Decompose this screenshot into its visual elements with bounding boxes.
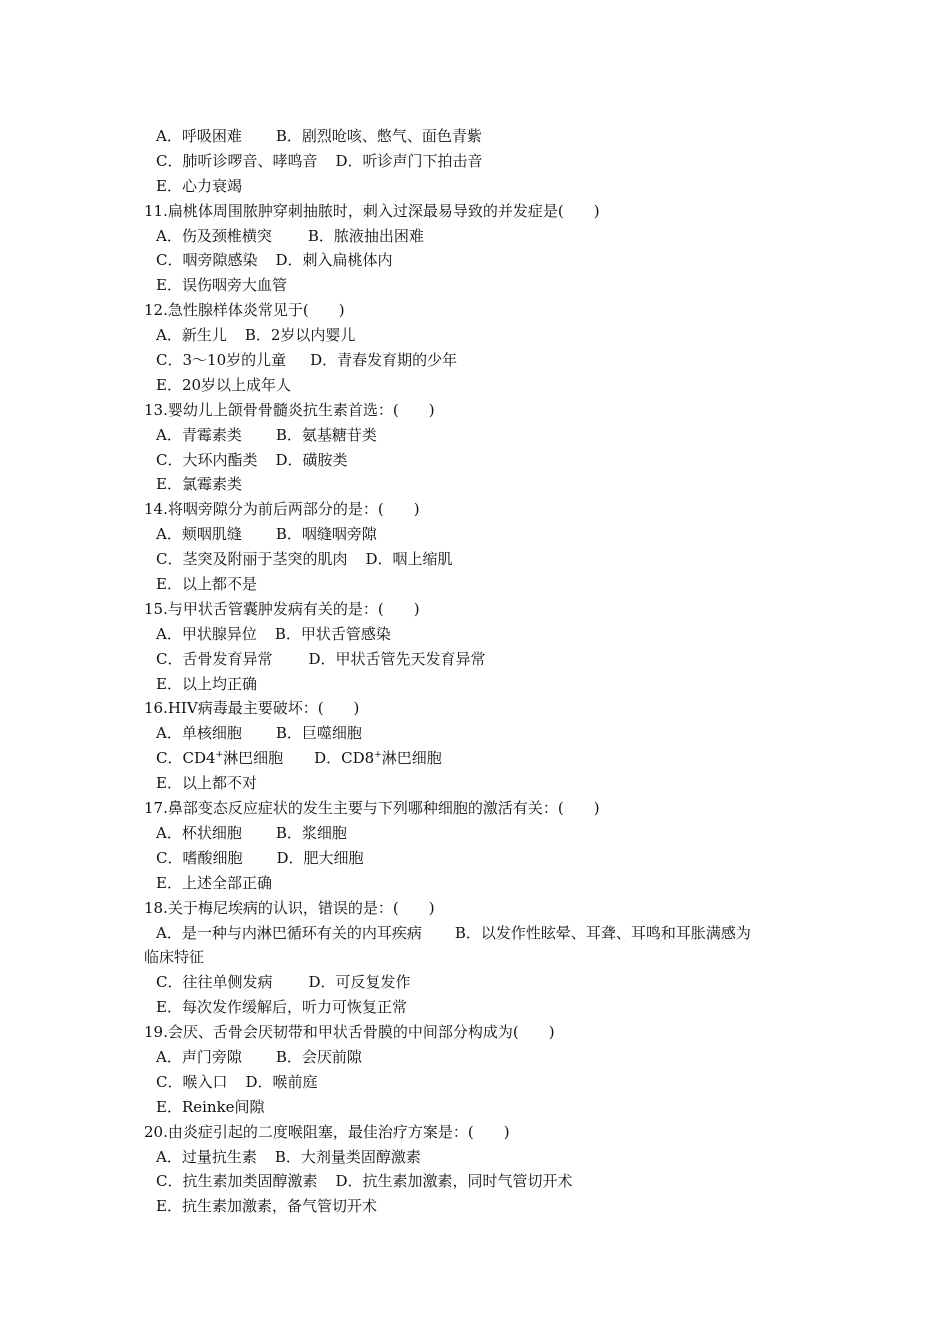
option-row bbox=[144, 1070, 814, 1095]
option-choice: A．声门旁隙 bbox=[156, 1047, 242, 1066]
option-row bbox=[144, 1145, 814, 1170]
option-choice: A．新生儿 bbox=[156, 326, 227, 345]
option-row bbox=[144, 572, 814, 597]
option-choice: E．误伤咽旁大血管 bbox=[156, 276, 287, 295]
option-row bbox=[144, 1045, 814, 1070]
question-list bbox=[144, 124, 814, 1219]
question-stem: 16.HIV病毒最主要破坏：( ) bbox=[144, 699, 360, 718]
option-choice: B．脓液抽出困难 bbox=[307, 226, 424, 245]
question-stem: 11.扁桃体周围脓肿穿刺抽脓时，刺入过深最易导致的并发症是( ) bbox=[144, 201, 600, 220]
superscript: + bbox=[215, 750, 224, 761]
option-choice: C．往往单侧发病 bbox=[156, 973, 273, 992]
option-row bbox=[144, 672, 814, 697]
option-row bbox=[144, 273, 814, 298]
option-choice: A．青霉素类 bbox=[156, 425, 242, 444]
option-choice: E．以上均正确 bbox=[156, 674, 257, 693]
option-choice: D．抗生素加激素，同时气管切开术 bbox=[335, 1172, 573, 1191]
question-stem: 20.由炎症引起的二度喉阻塞，最佳治疗方案是：( ) bbox=[144, 1122, 510, 1141]
option-text: 淋巴细胞 bbox=[381, 749, 442, 768]
option-choice: B．甲状舌管感染 bbox=[274, 624, 391, 643]
option-choice: B．剧烈呛咳、憋气、面色青紫 bbox=[275, 127, 482, 145]
question-stem: 17.鼻部变态反应症状的发生主要与下列哪种细胞的激活有关：( ) bbox=[144, 799, 600, 818]
question-stem: 14.将咽旁隙分为前后两部分的是：( ) bbox=[144, 500, 420, 519]
option-continuation: 临床特征 bbox=[144, 948, 205, 967]
option-choice: B．咽缝咽旁隙 bbox=[275, 525, 377, 544]
option-choice: A．甲状腺异位 bbox=[156, 624, 257, 643]
option-row bbox=[144, 647, 814, 672]
question-stem: 15.与甲状舌管囊肿发病有关的是：( ) bbox=[144, 599, 420, 618]
option-choice: E．上述全部正确 bbox=[156, 873, 272, 892]
option-row bbox=[144, 174, 814, 199]
option-row bbox=[144, 224, 814, 249]
option-row bbox=[144, 149, 814, 174]
option-choice: B．2岁以内婴儿 bbox=[244, 326, 356, 345]
option-row bbox=[144, 995, 814, 1020]
option-row bbox=[144, 522, 814, 547]
option-choice: E．20岁以上成年人 bbox=[156, 375, 292, 394]
option-choice: D．咽上缩肌 bbox=[365, 550, 453, 569]
option-choice: B．巨噬细胞 bbox=[275, 724, 362, 743]
option-row bbox=[144, 871, 814, 896]
option-choice: B．会厌前隙 bbox=[275, 1047, 362, 1066]
option-choice: A．呼吸困难 bbox=[156, 127, 242, 145]
option-choice: A．伤及颈椎横突 bbox=[156, 226, 272, 245]
option-row bbox=[144, 124, 814, 149]
option-choice: E．抗生素加激素，备气管切开术 bbox=[156, 1197, 377, 1216]
question-stem: 19.会厌、舌骨会厌韧带和甲状舌骨膜的中间部分构成为( ) bbox=[144, 1023, 555, 1042]
option-choice bbox=[156, 746, 283, 771]
option-choice: D．肥大细胞 bbox=[276, 848, 364, 867]
option-choice: B．氨基糖苷类 bbox=[275, 425, 377, 444]
superscript: + bbox=[374, 750, 382, 761]
option-choice: A．杯状细胞 bbox=[156, 823, 242, 842]
option-choice: D．喉前庭 bbox=[245, 1072, 318, 1091]
option-text: C．CD4 bbox=[156, 749, 216, 768]
option-choice: C．喉入口 bbox=[156, 1072, 228, 1091]
option-row bbox=[144, 1169, 814, 1194]
option-row bbox=[144, 821, 814, 846]
option-choice: E．Reinke间隙 bbox=[156, 1097, 265, 1116]
option-choice: A．过量抗生素 bbox=[156, 1147, 257, 1166]
question-stem: 13.婴幼儿上颌骨骨髓炎抗生素首选：( ) bbox=[144, 400, 435, 419]
option-row bbox=[144, 746, 814, 771]
option-choice: C．嗜酸细胞 bbox=[156, 848, 243, 867]
option-row bbox=[144, 921, 814, 946]
option-row bbox=[144, 771, 814, 796]
option-choice: A．单核细胞 bbox=[156, 724, 242, 743]
option-choice: C．3～10岁的儿童 bbox=[156, 351, 287, 370]
option-row bbox=[144, 1194, 814, 1219]
option-choice: E．以上都不对 bbox=[156, 774, 257, 793]
option-choice: C．抗生素加类固醇激素 bbox=[156, 1172, 318, 1191]
option-row bbox=[144, 448, 814, 473]
option-row bbox=[144, 423, 814, 448]
option-row bbox=[144, 472, 814, 497]
option-text: D．CD8 bbox=[314, 749, 375, 768]
option-choice: A．颊咽肌缝 bbox=[156, 525, 242, 544]
option-row bbox=[144, 1095, 814, 1120]
option-choice: D．青春发育期的少年 bbox=[310, 351, 458, 370]
option-choice: C．肺听诊啰音、哮鸣音 bbox=[156, 151, 318, 170]
option-row bbox=[144, 846, 814, 871]
option-row bbox=[144, 373, 814, 398]
option-row bbox=[144, 248, 814, 273]
option-row bbox=[144, 323, 814, 348]
option-choice: C．咽旁隙感染 bbox=[156, 251, 258, 270]
option-choice: D．甲状舌管先天发育异常 bbox=[308, 649, 486, 668]
option-choice: E．心力衰竭 bbox=[156, 176, 242, 195]
option-choice: D．听诊声门下拍击音 bbox=[335, 151, 483, 170]
option-choice: E．以上都不是 bbox=[156, 575, 257, 594]
option-choice: B．以发作性眩晕、耳聋、耳鸣和耳胀满感为 bbox=[454, 923, 751, 942]
option-choice: C．大环内酯类 bbox=[156, 450, 258, 469]
option-row bbox=[144, 721, 814, 746]
option-row bbox=[144, 547, 814, 572]
option-choice: D．刺入扁桃体内 bbox=[275, 251, 393, 270]
option-choice: D．可反复发作 bbox=[308, 973, 411, 992]
option-choice: E．氯霉素类 bbox=[156, 475, 242, 494]
question-stem: 12.急性腺样体炎常见于( ) bbox=[144, 301, 345, 320]
option-choice: D．磺胺类 bbox=[275, 450, 348, 469]
option-choice: B．浆细胞 bbox=[275, 823, 347, 842]
option-row bbox=[144, 348, 814, 373]
option-choice: A．是一种与内淋巴循环有关的内耳疾病 bbox=[156, 923, 422, 942]
option-text: 淋巴细胞 bbox=[223, 749, 284, 768]
question-stem: 18.关于梅尼埃病的认识，错误的是：( ) bbox=[144, 898, 435, 917]
option-choice: C．茎突及附丽于茎突的肌肉 bbox=[156, 550, 348, 569]
option-choice: E．每次发作缓解后，听力可恢复正常 bbox=[156, 998, 407, 1017]
option-choice: B．大剂量类固醇激素 bbox=[274, 1147, 421, 1166]
option-row bbox=[144, 970, 814, 995]
option-row bbox=[144, 622, 814, 647]
option-choice: C．舌骨发育异常 bbox=[156, 649, 273, 668]
option-choice bbox=[314, 746, 442, 771]
